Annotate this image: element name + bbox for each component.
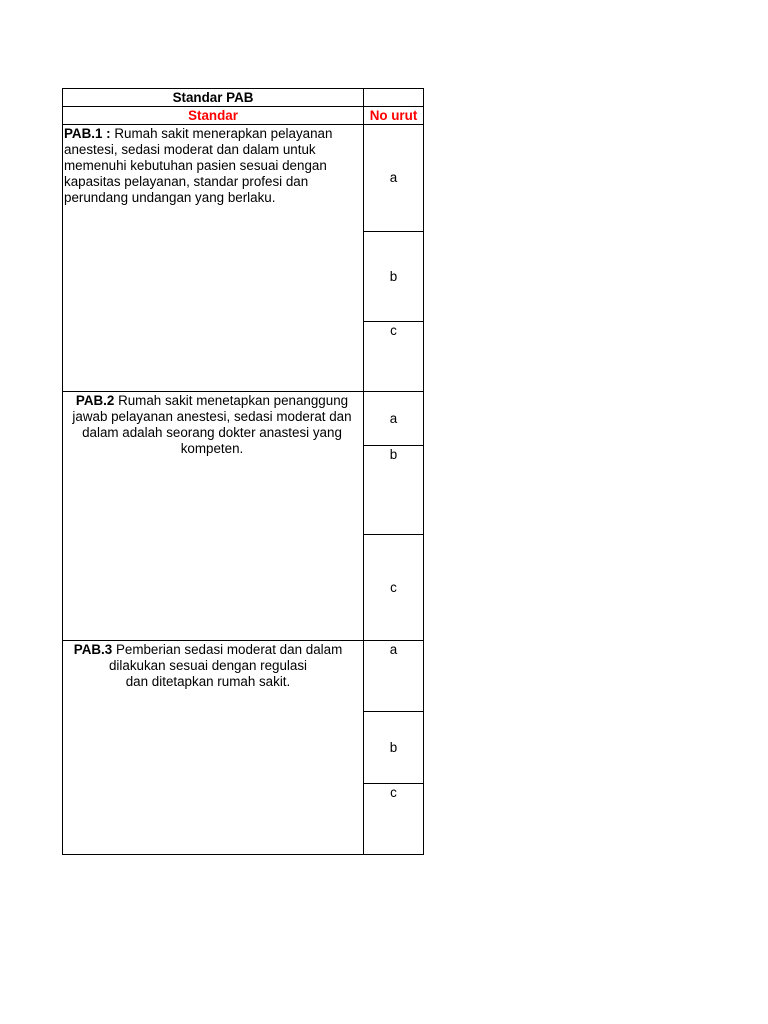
table-title-empty-cell [364, 89, 424, 107]
table-title: Standar PAB [63, 89, 364, 107]
standard-code: PAB.2 [75, 393, 115, 408]
standard-code: PAB.1 : [64, 126, 111, 141]
item-pab3-b: b [364, 712, 424, 784]
item-pab1-b: b [364, 232, 424, 322]
item-pab3-a: a [364, 641, 424, 712]
item-pab2-b: b [364, 446, 424, 535]
standard-pab2 [63, 392, 364, 641]
standard-description: Pemberian sedasi moderat dan dalam dilakukan sesuai dengan regulasi [108, 642, 343, 673]
standard-description-line3: dan ditetapkan rumah sakit. [125, 674, 291, 689]
standard-pab3 [63, 641, 364, 855]
item-pab2-c: c [364, 535, 424, 641]
item-pab1-c: c [364, 322, 424, 392]
item-pab2-a: a [364, 392, 424, 446]
item-pab3-c: c [364, 784, 424, 855]
standard-pab1 [63, 125, 364, 392]
column-header-no-urut: No urut [364, 107, 424, 125]
standard-code: PAB.3 [73, 642, 113, 657]
standard-description: Rumah sakit menerapkan pelayanan anestesi, sedasi moderat dan dalam untuk memenuhi kebutuhan pasien sesuai dengan kapasitas pelayanan, standar profesi dan perundang undangan yang berlaku. [64, 126, 333, 205]
standards-table [62, 88, 424, 855]
item-pab1-a: a [364, 125, 424, 232]
standard-description: Rumah sakit menetapkan penanggung jawab pelayanan anestesi, sedasi moderat dan dalam adalah seorang dokter anastesi yang kompeten. [72, 393, 352, 456]
column-header-standar: Standar [63, 107, 364, 125]
